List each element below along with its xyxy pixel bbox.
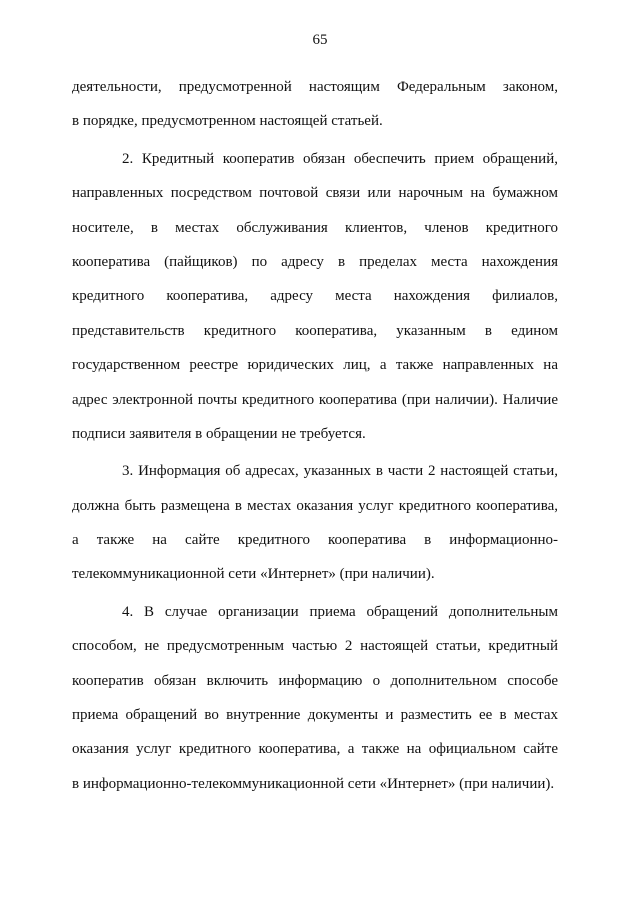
paragraph-2-line-1: 2. Кредитный кооператив обязан обеспечить прием обращений, xyxy=(122,150,558,167)
paragraph-2-line-8: адрес электронной почты кредитного кооператива (при наличии). Наличие xyxy=(72,391,558,408)
paragraph-4-line-4: приема обращений во внутренние документы и разместить ее в местах xyxy=(72,707,558,724)
paragraph-2-line-4: кооператива (пайщиков) по адресу в пределах места нахождения xyxy=(72,253,558,270)
document-body xyxy=(72,70,558,801)
page-number: 65 xyxy=(312,32,328,48)
paragraph-4-line-1: 4. В случае организации приема обращений дополнительным xyxy=(122,603,558,620)
paragraph-1-line-2: в порядке, предусмотренном настоящей статьей. xyxy=(72,113,383,130)
paragraph-2-line-6: представительств кредитного кооператива, указанным в едином xyxy=(72,322,558,339)
paragraph-3-line-3: а также на сайте кредитного кооператива в информационно- xyxy=(72,532,558,549)
paragraph-4-line-6: в информационно-телекоммуникационной сети «Интернет» (при наличии). xyxy=(72,775,555,792)
paragraph-2-line-3: носителе, в местах обслуживания клиентов, членов кредитного xyxy=(72,219,558,236)
paragraph-4-line-5: оказания услуг кредитного кооператива, а также на официальном сайте xyxy=(72,741,558,758)
paragraph-4-line-3: кооператив обязан включить информацию о дополнительном способе xyxy=(72,672,558,689)
paragraph-2-line-9: подписи заявителя в обращении не требуется. xyxy=(72,425,366,442)
paragraph-3-line-2: должна быть размещена в местах оказания услуг кредитного кооператива, xyxy=(72,497,558,514)
paragraph-2-line-5: кредитного кооператива, адресу места нахождения филиалов, xyxy=(72,288,558,305)
paragraph-2-line-7: государственном реестре юридических лиц, а также направленных на xyxy=(72,357,558,374)
paragraph-4-line-2: способом, не предусмотренным частью 2 настоящей статьи, кредитный xyxy=(72,638,558,655)
paragraph-3-line-1: 3. Информация об адресах, указанных в части 2 настоящей статьи, xyxy=(122,463,558,480)
paragraph-2-line-2: направленных посредством почтовой связи или нарочным на бумажном xyxy=(72,185,558,202)
paragraph-1-line-1: деятельности, предусмотренной настоящим Федеральным законом, xyxy=(72,79,558,95)
paragraph-3-line-4: телекоммуникационной сети «Интернет» (при наличии). xyxy=(72,566,435,583)
